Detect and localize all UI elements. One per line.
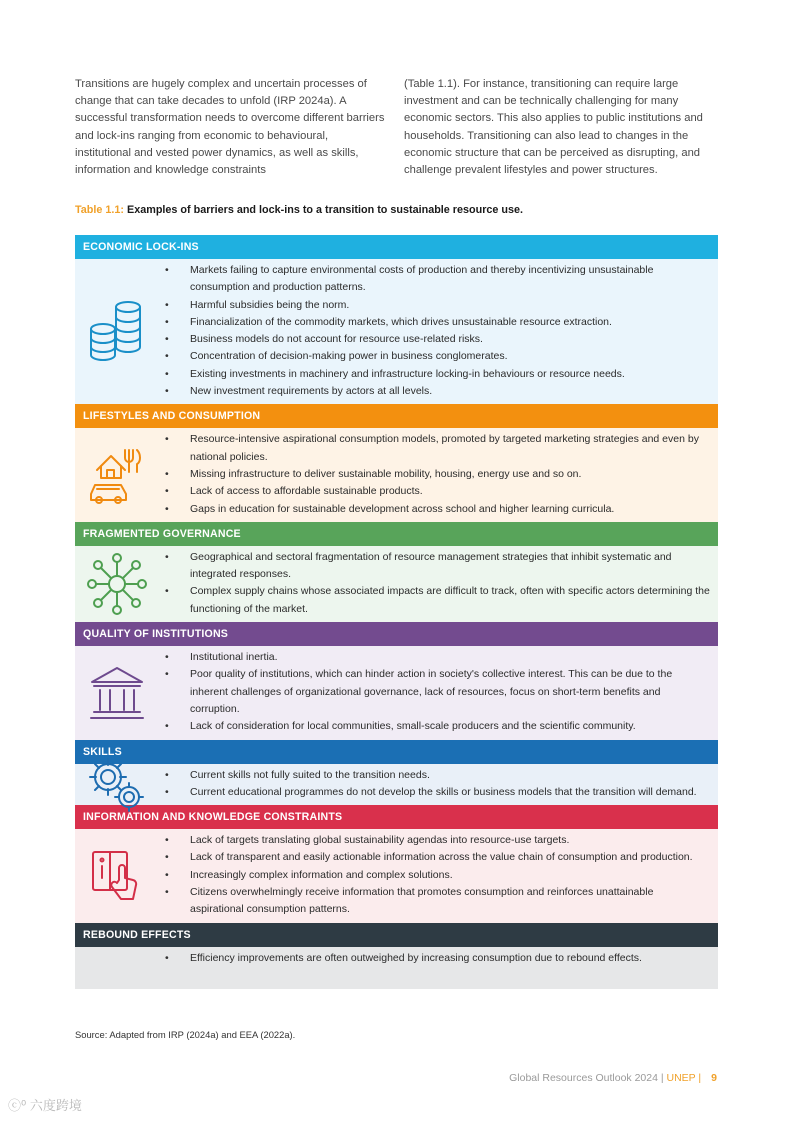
list-item: • Business models do not account for resource use-related risks. xyxy=(190,331,710,348)
section-body-economic-lock-ins xyxy=(75,259,718,404)
bullet-list xyxy=(75,646,718,739)
list-item: • Resource-intensive aspirational consumption models, promoted by targeted marketing strategies and even by national policies. xyxy=(190,431,710,466)
watermark-logo-icon: ⓒ⁰ xyxy=(8,1098,27,1113)
barriers-table xyxy=(75,235,718,989)
list-item: • Lack of access to affordable sustainable products. xyxy=(190,483,710,500)
list-item: • Harmful subsidies being the norm. xyxy=(190,297,710,314)
list-item: • Markets failing to capture environmental costs of production and thereby incentivizing unsustainable consumption and production patterns. xyxy=(190,262,710,297)
list-item: • Current skills not fully suited to the transition needs. xyxy=(190,767,710,784)
list-item: • Lack of transparent and easily actionable information across the value chain of consumption and production. xyxy=(190,849,710,866)
bullet-list xyxy=(75,829,718,922)
list-item: • Efficiency improvements are often outweighed by increasing consumption due to rebound effects. xyxy=(190,950,710,967)
table-caption xyxy=(75,204,523,216)
section-body-skills xyxy=(75,764,718,806)
list-item: • Gaps in education for sustainable development across school and higher learning curricula. xyxy=(190,501,710,518)
watermark-text: 六度跨境 xyxy=(29,1098,82,1113)
table-caption-text: Examples of barriers and lock-ins to a transition to sustainable resource use. xyxy=(127,204,524,216)
intro-right-column: (Table 1.1). For instance, transitioning can require large investment and can be technically challenging for many economic sectors. This also applies to public institutions and households. Transitioning can also lead to changes in the economic structure that can be perceived as disrupting, and challenge prevalent lifestyles and power structures. xyxy=(404,78,703,177)
home-car-icon xyxy=(75,428,159,521)
list-item: • Poor quality of institutions, which can hinder action in society's collective interest. This can be due to the inherent challenges of organizational governance, lack of resources, focus on short-term benefits and corruption. xyxy=(190,666,710,718)
list-item: • Financialization of the commodity markets, which drives unsustainable resource extraction. xyxy=(190,314,710,331)
watermark xyxy=(8,1095,82,1114)
bullet-list xyxy=(75,259,718,404)
footer-publication: Global Resources Outlook 2024 | xyxy=(509,1072,667,1084)
list-item: • Complex supply chains whose associated impacts are difficult to track, often with specific actors determining the functioning of the market. xyxy=(190,583,710,618)
footer-separator: | xyxy=(695,1072,702,1084)
list-item: • Lack of consideration for local communities, small-scale producers and the scientific community. xyxy=(190,718,710,735)
list-item: • Citizens overwhelmingly receive information that promotes consumption and reinforces unattainable aspirational consumption patterns. xyxy=(190,884,710,919)
list-item: • Existing investments in machinery and infrastructure locking-in behaviours or resource needs. xyxy=(190,366,710,383)
page-number: 9 xyxy=(711,1072,717,1084)
section-header-economic-lock-ins: ECONOMIC LOCK-INS xyxy=(75,235,718,259)
bullet-list xyxy=(75,947,718,971)
network-hub-icon xyxy=(75,546,159,622)
section-header-fragmented-governance: FRAGMENTED GOVERNANCE xyxy=(75,522,718,546)
coins-stack-icon xyxy=(75,259,159,404)
list-item: • Geographical and sectoral fragmentation of resource management strategies that inhibit systematic and integrated responses. xyxy=(190,549,710,584)
section-header-quality-of-institutions: QUALITY OF INSTITUTIONS xyxy=(75,622,718,646)
section-header-information-and-knowledge-constraints: INFORMATION AND KNOWLEDGE CONSTRAINTS xyxy=(75,805,718,829)
source-note: Source: Adapted from IRP (2024a) and EEA (2022a). xyxy=(75,1029,296,1040)
list-item: • Increasingly complex information and complex solutions. xyxy=(190,867,710,884)
list-item: • Concentration of decision-making power in business conglomerates. xyxy=(190,348,710,365)
gears-icon xyxy=(75,764,159,806)
section-header-lifestyles-and-consumption: LIFESTYLES AND CONSUMPTION xyxy=(75,404,718,428)
info-touch-icon xyxy=(75,829,159,922)
section-body-quality-of-institutions xyxy=(75,646,718,739)
list-item: • New investment requirements by actors at all levels. xyxy=(190,383,710,400)
section-body-fragmented-governance xyxy=(75,546,718,622)
intro-left-column: Transitions are hugely complex and uncertain processes of change that can take decades to unfold (IRP 2024a). A successful transformation needs to overcome different barriers and lock-ins ranging from economic to behavioural, institutional and vested power dynamics, as well as skills, information and knowledge constraints xyxy=(75,78,385,177)
section-body-information-and-knowledge-constraints xyxy=(75,829,718,922)
bullet-list xyxy=(75,764,718,806)
bullet-list xyxy=(75,428,718,521)
section-body-rebound-effects xyxy=(75,947,718,989)
list-item: • Institutional inertia. xyxy=(190,649,710,666)
bullet-list xyxy=(75,546,718,622)
section-body-lifestyles-and-consumption xyxy=(75,428,718,521)
list-item: • Missing infrastructure to deliver sustainable mobility, housing, energy use and so on. xyxy=(190,466,710,483)
page-footer xyxy=(509,1072,717,1084)
table-caption-label: Table 1.1: xyxy=(75,204,125,216)
institution-building-icon xyxy=(75,646,159,739)
section-header-rebound-effects: REBOUND EFFECTS xyxy=(75,923,718,947)
list-item: • Current educational programmes do not develop the skills or business models that the transition will demand. xyxy=(190,784,710,801)
section-header-skills: SKILLS xyxy=(75,740,718,764)
list-item: • Lack of targets translating global sustainability agendas into resource-use targets. xyxy=(190,832,710,849)
footer-brand: UNEP xyxy=(666,1072,696,1084)
